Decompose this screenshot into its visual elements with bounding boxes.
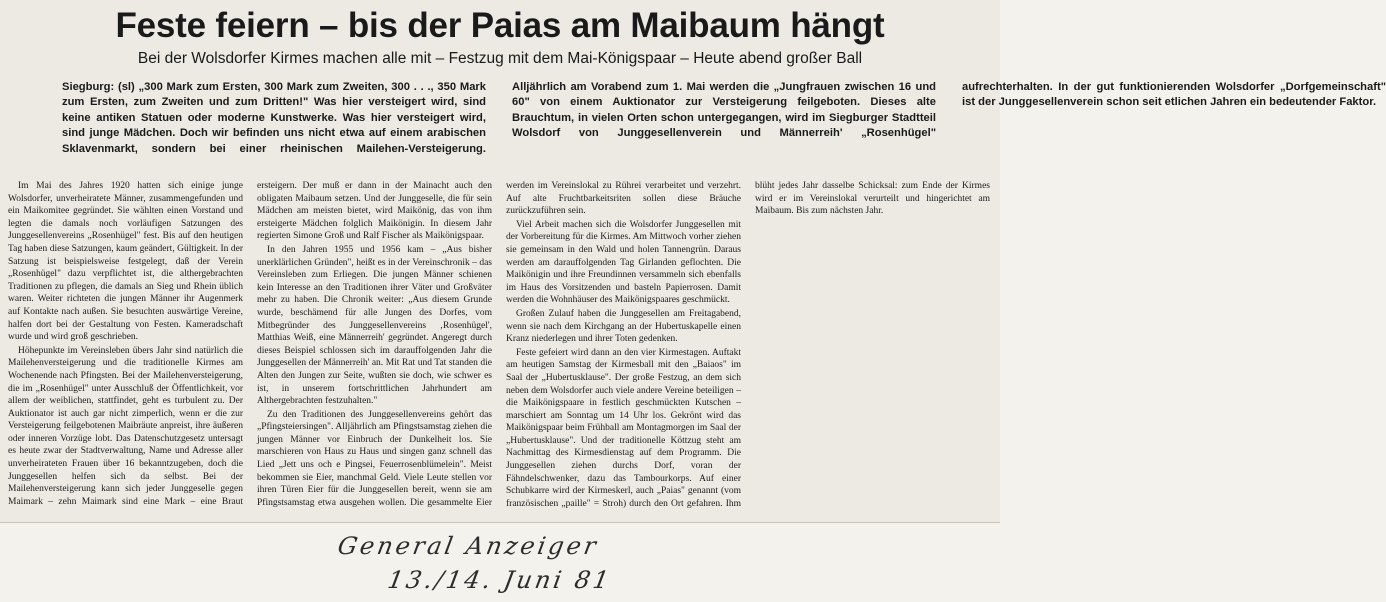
body-paragraph: Im Mai des Jahres 1920 hatten sich einige junge Wolsdorfer, unverheiratete Männer, zusammengefunden und ein Maikomitee gegründet. Sie wählten einen Vorstand und legten die damals noch vorläufigen Satzungen des Junggesellenvereins „Rosenhügel" fest. Bis auf den heutigen Tag haben diese Satzungen, kaum geändert, Gültigkeit. In der Satzung ist beispielsweise festgelegt, daß der Verein „Rosenhügel" dazu verpflichtet ist, die althergebrachten Traditionen zu pflegen, die damals an Sieg und Rhein üblich waren. Weiter richteten die jungen Männer ihr Augenmerk auf Kontakte nach außen. Sie besuchten auswärtige Vereine, halfen dort bei der Gestaltung von Festen. Kameradschaft wurde und wird groß geschrieben. <box>8 181 243 343</box>
article-lead <box>62 80 1386 172</box>
body-paragraph: Feste gefeiert wird dann an den vier Kirmestagen. Auftakt am heutigen Samstag der Kirmesball mit den „Baiaos" im Saal der „Hubertusklause". Der große Festzug, an dem sich neben dem Wolsdorfer auch viele andere Vereine beteiligen – die Maikönigspaare in festlich geschmückten Kutschen – marschiert am Sonntag um 14 Uhr los. Gekrönt wird das Maikönigspaar beim Frühball am Montagmorgen im Saal der „Hubertusklause". Und der traditionelle Köttzug steht am Nachmittag des Kirmesdienstag auf dem Programm. Die Junggesellen ziehen durchs Dorf, voran der Fähndelschwenker, dazu das Tambourkorps. Auf einer Schubkarre wird der Kirmeskerl, auch „Paias" genannt (vom französischen „paille" = Stroh) durch den Ort gefahren. Ihm blüht jedes Jahr dasselbe Schicksal: zum Ende der Kirmes wird er im Vereinslokal verurteilt und hingerichtet am Maibaum. Bis zum nächsten Jahr. <box>506 181 990 509</box>
handwritten-date: 13./14. Juni 81 <box>385 566 614 594</box>
handwritten-source: General Anzeiger <box>335 532 601 560</box>
lead-place: Siegburg: <box>62 81 115 93</box>
article-subheadline: Bei der Wolsdorfer Kirmes machen alle mit – Festzug mit dem Mai-Königspaar – Heute abend großer Ball <box>137 50 863 67</box>
body-paragraph: Zu den Traditionen des Junggesellenvereins gehört das „Pfingsteiersingen". Alljährlich am Pfingstsamstag ziehen die jungen Männer vor Einbruch der Dunkelheit los. Sie marschieren von Haus zu Haus und singen ganz schnell das Lied „Jett uns och e Pingsei, Feuerrosenblümelein". Meist bekommen sie Eier, manchmal Geld. Viele Leute stellen vor ihren Türen Eier für die Junggesellen bereit, wenn sie am Pfingstsamstag etwa ausgehen wollen. Die gesammelte Eier werden im Vereinslokal zu Rührei verarbeitet und verzehrt. Auf alte Fruchtbarkeitsriten sollen diese Bräuche zurückzuführen sein. <box>257 181 741 508</box>
body-paragraph: Viel Arbeit machen sich die Wolsdorfer Junggesellen mit der Vorbereitung für die Kirmes. Am Mittwoch vorher ziehen sie gemeinsam in den Wald und holen Tannengrün. Daraus werden am darauffolgenden Tag Girlanden geflochten. Die Maikönigin und ihre Freundinnen versammeln sich ebenfalls im Haus des Vorsitzenden und basteln Papierrosen. Damit werden die Wohnhäuser des Maikönigspaares geschmückt. <box>506 219 741 306</box>
body-paragraph: Großen Zulauf haben die Junggesellen am Freitagabend, wenn sie nach dem Kirchgang an der Hubertuskapelle einen Kranz niederlegen und ihrer Toten gedenken. <box>506 308 741 345</box>
lead-text: (sl) „300 Mark zum Ersten, 300 Mark zum Zweiten, 300 . . ., 350 Mark zum Ersten, zum Zweiten und zum Dritten!" Was hier versteigert wird, sind keine antiken Statuen oder moderne Kunstwerke. Was hier versteigert wird, sind junge Mädchen. Doch wir befinden uns nicht etwa auf einem arabischen Sklavenmarkt, sondern bei einer rheinischen Mailehen-Versteigerung. Alljährlich am Vorabend zum 1. Mai werden die „Jungfrauen zwischen 16 und 60" von einem Auktionator zur Versteigerung feilgeboten. Dieses alte Brauchtum, in vielen Orten schon untergegangen, wird im Siegburger Stadtteil Wolsdorf von Junggesellenverein und Männerreih' „Rosenhügel" aufrechterhalten. In der gut funktionierenden Wolsdorfer „Dorfgemeinschaft" ist der Junggesellenverein schon seit etlichen Jahren ein bedeutender Faktor. <box>62 81 1386 155</box>
body-paragraph: In den Jahren 1955 und 1956 kam – „Aus bisher unerklärlichen Gründen", heißt es in der Vereinschronik – das Vereinsleben zum Erliegen. Die jungen Männer schienen kein Interesse an den Traditionen ihrer Väter und Großväter mehr zu haben. Die Chronik weiter: „Aus diesem Grunde wurde, beschämend für alle Jungen des Dorfes, vom Mitbegründer des Junggesellenvereins ‚Rosenhügel', Matthias Weiß, eine Männerreih' gegründet. Angeregt durch dieses Beispiel schlossen sich im darauffolgenden Jahr die Junggesellen der Männerreih' an. Mit Rat und Tat standen die Alten den Jungen zur Seite, wußten sie doch, wie schwer es ist, in unserem fortschrittlichen Jahrhundert am Althergebrachten festzuhalten." <box>257 244 492 407</box>
article-body <box>8 180 990 516</box>
article-headline: Feste feiern – bis der Paias am Maibaum hängt <box>115 6 885 45</box>
body-paragraph: Höhepunkte im Vereinsleben übers Jahr sind natürlich die Mailehenversteigerung und die traditionelle Kirmes am Wochenende nach Pfingsten. Bei der Mailehenversteigerung, die im „Rosenhügel" unter Ausschluß der Öffentlichkeit, vor allem der weiblichen, stattfindet, geht es turbulent zu. Der Auktionator ist auch gar nicht zimperlich, wenn er die zur Versteigerung feilgebotenen Maibräute anpreist, ihre äußeren oder inneren Vorzüge lobt. Das Datenschutzgesetz untersagt es heute zwar der Stadtverwaltung, Name und Adresse aller unverheirateten Frauen über 16 bekanntzugeben, doch die Junggesellen helfen sich da selbst. Bei der Mailehenversteigerung kann sich jeder Junggeselle gegen Maimark – zehn Maimark sind eine Mark – eine Braut ersteigern. Der muß er dann in der Mainacht auch den obligaten Maibaum setzen. Und der Junggeselle, die für sein Mädchen am meisten bietet, wird Maikönig, das von ihm ersteigerte Mädchen folglich Maikönigin. In diesem Jahr regierten Simone Groß und Ralf Fischer als Maikönigspaar. <box>8 181 492 507</box>
